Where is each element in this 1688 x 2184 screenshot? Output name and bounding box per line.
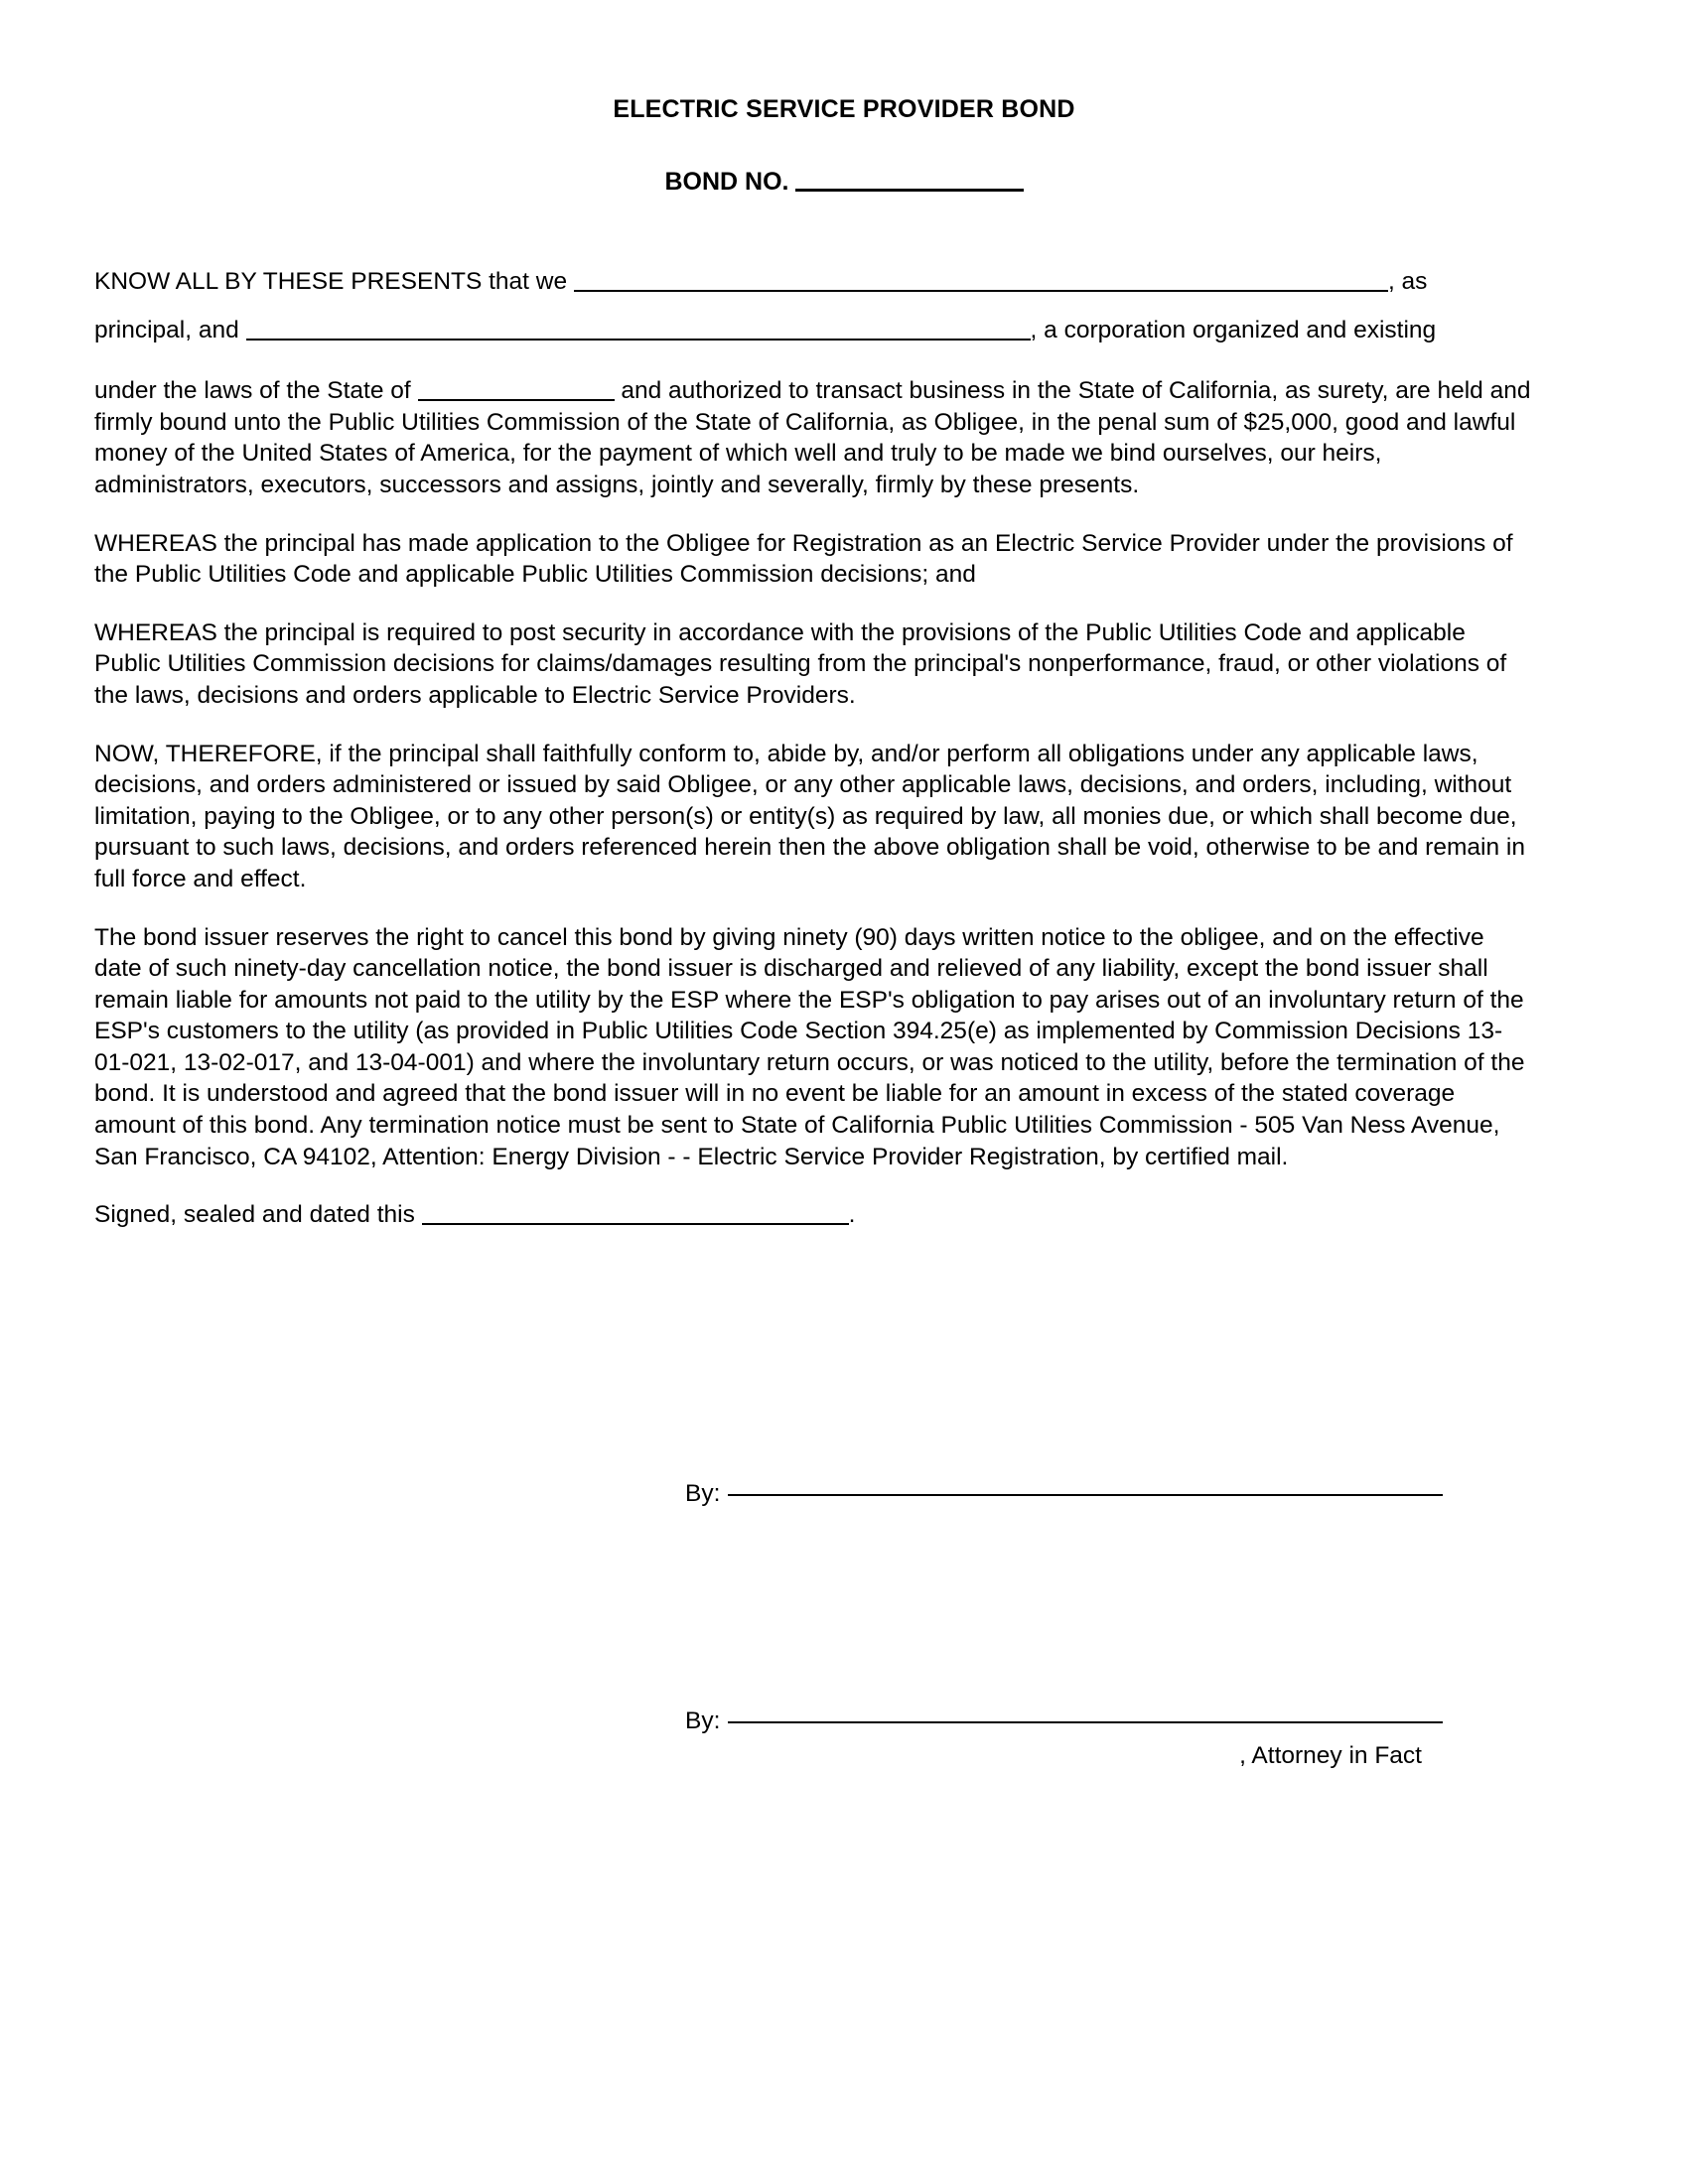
paragraph-cancellation: The bond issuer reserves the right to cancel this bond by giving ninety (90) days written notice to the obligee, and on the effective date of such ninety-day cancellation notice, the bond issuer is discharged and relieved of any liability, except the bond issuer shall remain liable for amounts not paid to the utility by the ESP where the ESP's obligation to pay arises out of an involuntary return of the ESP's customers to the utility (as provided in Public Utilities Code Section 394.25(e) as implemented by Commission Decisions 13-01-021, 13-02-017, and 13-04-001) and where the involuntary return occurs, or was noticed to the utility, before the termination of the bond. It is understood and agreed that the bond issuer will in no event be liable for an amount in excess of the stated coverage amount of this bond. Any termination notice must be sent to State of California Public Utilities Commission - 505 Van Ness Avenue, San Francisco, CA 94102, Attention: Energy Division - - Electric Service Provider Registration, by certified mail.	[94, 923, 1525, 1170]
bond-number-label: BOND NO.	[664, 168, 789, 196]
state-name-blank[interactable]	[418, 399, 615, 401]
paragraph-whereas-application: WHEREAS the principal has made application to the Obligee for Registration as an Electric Service Provider under the provisions of the Public Utilities Code and applicable Public Utilities Commission decisions; and	[94, 529, 1513, 589]
signature-row-principal	[685, 1479, 1450, 1508]
signed-dated-line	[94, 1199, 1534, 1231]
know-all-line	[94, 266, 1534, 298]
signed-dated-prefix: Signed, sealed and dated this	[94, 1201, 415, 1229]
date-blank[interactable]	[422, 1223, 849, 1225]
bond-number-input-blank[interactable]	[795, 189, 1024, 192]
page-title: ELECTRIC SERVICE PROVIDER BOND	[613, 95, 1075, 123]
surety-name-blank[interactable]	[246, 339, 1031, 341]
by-label-principal: By:	[685, 1480, 721, 1507]
signature-area	[685, 1479, 1450, 1770]
bond-number-row	[0, 124, 1688, 197]
signed-dated-suffix: .	[848, 1201, 856, 1229]
corporation-suffix: , a corporation organized and existing	[1030, 316, 1437, 343]
state-of-prefix: under the laws of the State of	[94, 377, 411, 405]
document-body	[94, 266, 1534, 1248]
signature-row-attorney	[685, 1706, 1450, 1735]
signature-line-attorney[interactable]	[728, 1721, 1443, 1723]
paragraph-now-therefore: NOW, THEREFORE, if the principal shall faithfully conform to, abide by, and/or perform all obligations under any applicable laws, decisions, and orders administered or issued by said Obligee, or any other applicable laws, decisions, and orders, including, without limitation, paying to the Obligee, or to any other person(s) or entity(s) as required by law, all monies due, or which shall become due, pursuant to such laws, decisions, and orders referenced herein then the above obligation shall be void, otherwise to be and remain in full force and effect.	[94, 740, 1525, 892]
know-all-prefix: KNOW ALL BY THESE PRESENTS that we	[94, 268, 568, 295]
principal-and-line	[94, 315, 1534, 346]
attorney-in-fact-caption: , Attorney in Fact	[1239, 1741, 1422, 1769]
principal-name-blank[interactable]	[574, 290, 1388, 292]
by-label-attorney: By:	[685, 1707, 721, 1735]
principal-and-prefix: principal, and	[94, 316, 239, 343]
signature-line-principal[interactable]	[728, 1494, 1443, 1496]
know-all-suffix: , as	[1387, 268, 1428, 295]
paragraph-penal-sum	[94, 375, 1534, 500]
penal-sum-text: and authorized to transact business in the State of California, as surety, are held and firmly bound unto the Public Utilities Commission of the State of California, as Obligee, in the penal sum of $25,000, good and lawful money of the United States of America, for the payment of which well and truly to be made we bind ourselves, our heirs, administrators, executors, successors and assigns, jointly and severally, firmly by these presents.	[94, 377, 1531, 498]
paragraph-whereas-security: WHEREAS the principal is required to post security in accordance with the provisions of the Public Utilities Code and applicable Public Utilities Commission decisions for claims/damages resulting from the principal's nonperformance, fraud, or other violations of the laws, decisions and orders applicable to Electric Service Providers.	[94, 618, 1507, 709]
